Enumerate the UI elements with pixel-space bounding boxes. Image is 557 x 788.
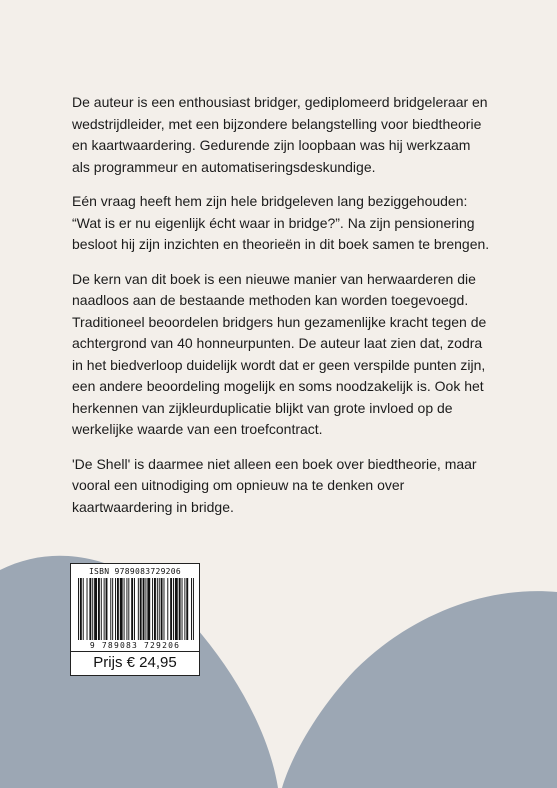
- barcode-bar: [138, 578, 139, 640]
- barcode-bar: [104, 578, 105, 640]
- barcode-bar: [179, 578, 181, 640]
- barcode-bar: [147, 578, 150, 640]
- barcode-bar: [101, 578, 102, 640]
- barcode-bar: [94, 578, 97, 640]
- price-divider: [71, 651, 199, 652]
- isbn-label: ISBN 9789083729206: [88, 567, 182, 576]
- barcode-bar: [117, 578, 119, 640]
- barcode-bar: [184, 578, 185, 640]
- description-text: [72, 92, 492, 531]
- barcode-bar: [152, 578, 153, 640]
- paragraph-author: De auteur is een enthousiast bridger, gediplomeerd bridgeleraar en wedstrijdleider, met een bijzondere belangstelling voor biedtheorie en kaartwaardering. Gedurende zijn loopbaan was hij werkzaam als programmeur en automatiseringsdeskundige.: [72, 94, 488, 175]
- barcode-bar: [191, 578, 192, 640]
- barcode-bar: [83, 578, 84, 640]
- barcode-bar: [131, 578, 133, 640]
- barcode-bar: [98, 578, 100, 640]
- barcode-bar: [89, 578, 91, 640]
- barcode-bar: [92, 578, 93, 640]
- barcode-bar: [175, 578, 178, 640]
- paragraph-question: Eén vraag heeft hem zijn hele bridgeleven lang beziggehouden: “Wat is er nu eigenlijk écht waar in bridge?”. Na zijn pensionering besloot hij zijn inzichten en theorieën in dit boek samen te brengen.: [72, 193, 490, 252]
- barcode-bar: [157, 578, 158, 640]
- barcode-bar: [143, 578, 145, 640]
- isbn-digits: 9 789083 729206: [89, 641, 181, 650]
- barcode-bar: [140, 578, 142, 640]
- barcode-bar: [124, 578, 125, 640]
- barcode-bar: [170, 578, 172, 640]
- barcode-bar: [106, 578, 108, 640]
- paragraph-core: De kern van dit boek is een nieuwe manier van herwaarderen die naadloos aan de bestaande methoden kan worden toegevoegd. Traditioneel beoordelen bridgers hun gezamenlijke kracht tegen de achtergrond van 40 honneurpunten. De auteur laat zien dat, zodra in het biedverloop duidelijk wordt dat er geen verspilde punten zijn, een andere beoordeling mogelijk en soms noodzakelijk is. Ook het herkennen van zijkleurduplicatie blijkt van grote invloed op de werkelijke waarde van een troefcontract.: [72, 270, 487, 437]
- barcode-bar: [126, 578, 127, 640]
- barcode-bar: [134, 578, 135, 640]
- barcode-bar: [110, 578, 111, 640]
- barcode-bar: [112, 578, 113, 640]
- barcode-bar: [159, 578, 160, 640]
- barcode-bar: [173, 578, 174, 640]
- paragraph-conclusion: 'De Shell' is daarmee niet alleen een boek over biedtheorie, maar vooral een uitnodiging om opnieuw na te denken over kaartwaardering in bridge.: [72, 455, 477, 515]
- barcode-bar: [87, 578, 88, 640]
- barcode-bar: [161, 578, 163, 640]
- barcode-bar: [128, 578, 129, 640]
- barcode-bar: [193, 578, 194, 640]
- barcode-bar: [120, 578, 123, 640]
- barcode-bar: [167, 578, 168, 640]
- barcode-bar: [164, 578, 165, 640]
- barcode-bar: [182, 578, 183, 640]
- barcode-bar: [145, 578, 146, 640]
- barcode-box: [70, 563, 200, 676]
- barcode-bar: [80, 578, 82, 640]
- barcode-icon: [78, 578, 194, 640]
- barcode-bar: [186, 578, 188, 640]
- barcode-bar: [115, 578, 116, 640]
- barcode-bar: [78, 578, 79, 640]
- price-label: Prijs € 24,95: [93, 654, 177, 671]
- barcode-bar: [154, 578, 156, 640]
